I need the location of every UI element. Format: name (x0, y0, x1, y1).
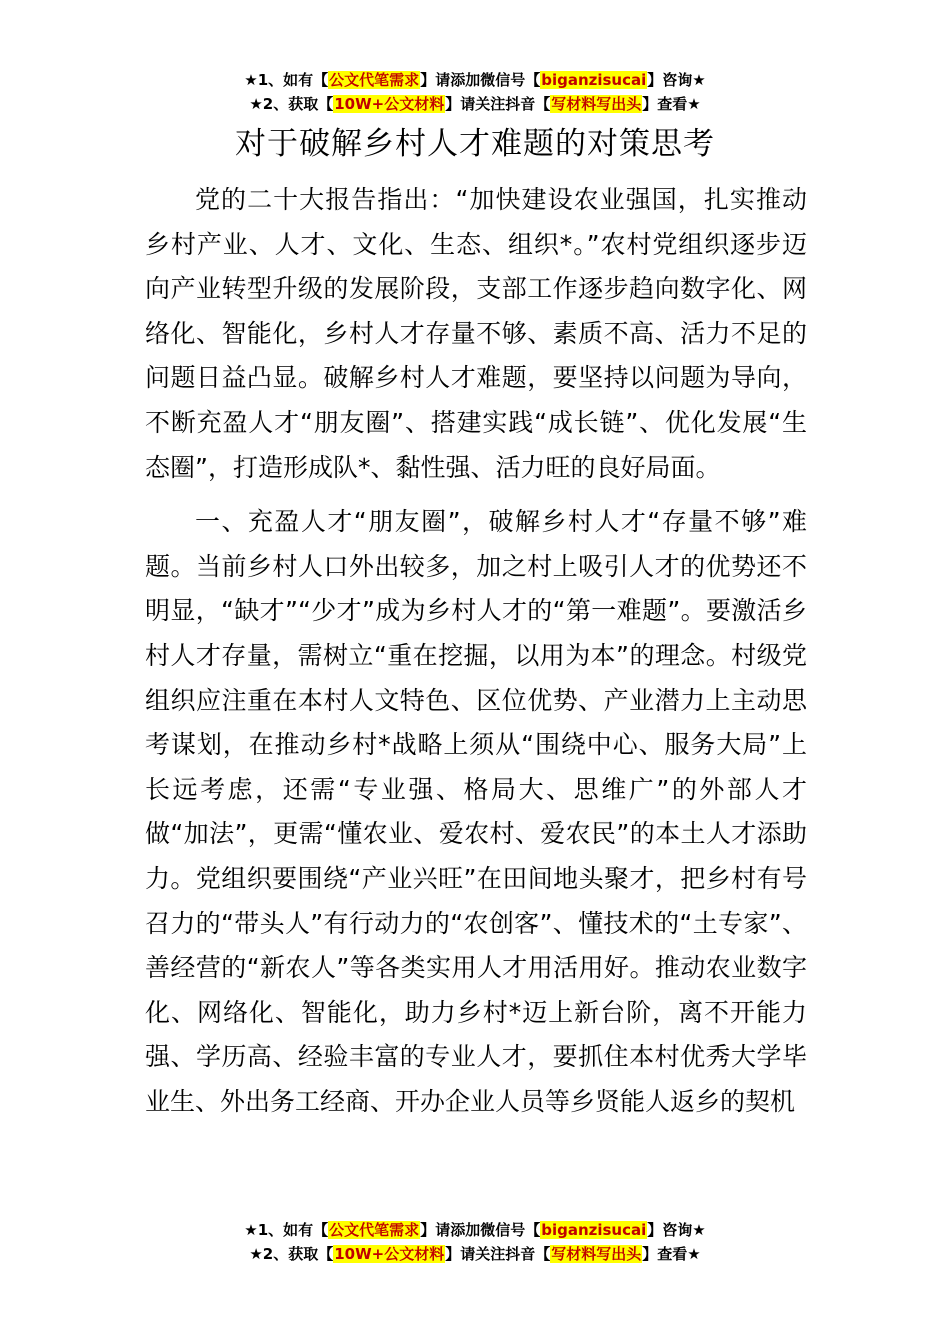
document-title: 对于破解乡村人才难题的对策思考 (235, 126, 715, 162)
header-ad-banner (0, 68, 950, 116)
footer-ad-banner (0, 1218, 950, 1266)
highlight-ghostwriting: 公文代笔需求 (329, 71, 420, 89)
highlight-ghostwriting: 公文代笔需求 (329, 1221, 420, 1239)
paragraph-section-1: 一、充盈人才“朋友圈”，破解乡村人才“存量不够”难题。当前乡村人口外出较多，加之村上吸引人才的优势还不明显，“缺才”“少才”成为乡村人才的“第一难题”。要激活乡村人才存量，需树立“重在挖掘，以用为本”的理念。村级党组织应注重在本村人文特色、区位优势、产业潜力上主动思考谋划，在推动乡村*战略上须从“围绕中心、服务大局”上长远考虑，还需“专业强、格局大、思维广”的外部人才做“加法”，更需“懂农业、爱农村、爱农民”的本土人才添助力。党组织要围绕“产业兴旺”在田间地头聚才，把乡村有号召力的“带头人”有行动力的“农创客”、懂技术的“土专家”、善经营的“新农人”等各类实用人才用活用好。推动农业数字化、网络化、智能化，助力乡村*迈上新台阶，离不开能力强、学历高、经验丰富的专业人才，要抓住本村优秀大学毕业生、外出务工经商、开办企业人员等乡贤能人返乡的契机 (145, 507, 807, 1116)
highlight-douyin: 写材料写出头 (551, 95, 642, 113)
highlight-douyin: 写材料写出头 (551, 1245, 642, 1263)
highlight-wechat-id: biganzisucai (541, 71, 647, 89)
banner-line-2: ★2、获取【10W+公文材料】请关注抖音【写材料写出头】查看★ (249, 1245, 701, 1263)
banner-line-2: ★2、获取【10W+公文材料】请关注抖音【写材料写出头】查看★ (249, 95, 701, 113)
document-body (145, 178, 807, 1134)
highlight-materials: 10W+公文材料 (334, 95, 445, 113)
banner-line-1: ★1、如有【公文代笔需求】请添加微信号【biganzisucai】咨询★ (244, 1221, 706, 1239)
highlight-materials: 10W+公文材料 (334, 1245, 445, 1263)
banner-line-1: ★1、如有【公文代笔需求】请添加微信号【biganzisucai】咨询★ (244, 71, 706, 89)
paragraph-intro: 党的二十大报告指出：“加快建设农业强国，扎实推动乡村产业、人才、文化、生态、组织*。”农村党组织逐步迈向产业转型升级的发展阶段，支部工作逐步趋向数字化、网络化、智能化，乡村人才存量不够、素质不高、活力不足的问题日益凸显。破解乡村人才难题，要坚持以问题为导向，不断充盈人才“朋友圈”、搭建实践“成长链”、优化发展“生态圈”，打造形成队*、黏性强、活力旺的良好局面。 (145, 185, 807, 482)
highlight-wechat-id: biganzisucai (541, 1221, 647, 1239)
